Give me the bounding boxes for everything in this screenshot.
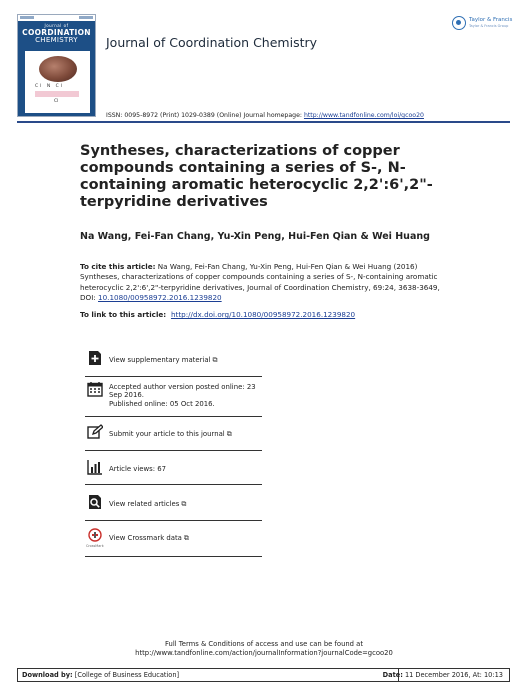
citation-block — [80, 262, 450, 304]
publisher-logo — [452, 15, 512, 35]
search-icon — [87, 494, 103, 510]
article-permalink[interactable]: http://dx.doi.org/10.1080/00958972.2016.1239820 — [170, 310, 356, 319]
related-articles-item[interactable] — [85, 485, 262, 521]
edit-icon — [87, 424, 103, 440]
article-authors: Na Wang, Fei-Fan Chang, Yu-Xin Peng, Hui-Fen Qian & Wei Huang — [80, 231, 430, 242]
submit-article-label[interactable]: Submit your article to this journal ⧉ — [109, 430, 232, 438]
download-bar — [17, 668, 510, 682]
cover-title-line1: Journal of — [44, 23, 69, 28]
doi-link[interactable]: 10.1080/00958972.2016.1239820 — [98, 293, 222, 303]
external-link-icon: ⧉ — [226, 430, 232, 438]
crossmark-icon — [87, 528, 103, 544]
link-label: To link to this article: — [80, 310, 169, 319]
journal-cover — [17, 14, 96, 117]
terms-line1: Full Terms & Conditions of access and use can be found at — [165, 640, 363, 648]
cover-image — [25, 51, 90, 113]
cover-molecule-labels: Cl N Cl — [35, 84, 65, 89]
article-title: Syntheses, characterizations of copper compounds containing a series of S-, N-containing aromatic heterocyclic 2,2':6',2"-terpyridine derivatives — [80, 143, 433, 210]
publication-dates-item — [85, 377, 262, 417]
download-by: Download by: [College of Business Education] — [22, 671, 180, 679]
supplementary-plus-icon — [87, 350, 103, 366]
cover-molecule-label2: Cl — [54, 99, 59, 104]
accepted-date: Accepted author version posted online: 23 Sep 2016. — [109, 383, 256, 400]
external-link-icon: ⧉ — [181, 500, 187, 508]
crossmark-label: CrossMark — [86, 544, 104, 548]
article-views-item — [85, 451, 262, 485]
supplementary-label[interactable]: View supplementary material ⧉ — [109, 356, 218, 364]
issn-text: ISSN: 0095-8972 (Print) 1029-0389 (Online) Journal homepage: — [106, 112, 304, 119]
download-date: Date: 11 December 2016, At: 10:13 — [382, 671, 503, 679]
related-articles-label[interactable]: View related articles ⧉ — [109, 500, 187, 508]
taylor-francis-logo-icon — [452, 16, 466, 30]
external-link-icon: ⧉ — [183, 534, 189, 542]
cover-molecule-band — [35, 91, 79, 97]
article-views-label: Article views: 67 — [109, 465, 167, 473]
terms-url[interactable]: http://www.tandfonline.com/action/journalInformation?journalCode=gcoo20 — [135, 649, 393, 658]
article-info-list — [85, 343, 262, 557]
header-divider — [17, 121, 510, 123]
crossmark-item[interactable] — [85, 521, 262, 557]
cover-title-line2: COORDINATION — [22, 28, 91, 37]
published-date: Published online: 05 Oct 2016. — [109, 400, 215, 408]
issn-line — [106, 112, 424, 119]
journal-homepage-link[interactable]: http://www.tandfonline.com/loi/gcoo20 — [303, 112, 424, 119]
external-link-icon: ⧉ — [212, 356, 218, 364]
calendar-icon — [87, 381, 103, 397]
publisher-name: Taylor & Francis — [469, 17, 513, 23]
publisher-subname: Taylor & Francis Group — [469, 24, 509, 28]
cover-title-line3: CHEMISTRY — [35, 36, 78, 44]
cover-crystal-image — [39, 56, 77, 82]
link-line — [80, 310, 355, 319]
cover-top-band — [18, 15, 95, 21]
cite-text: Na Wang, Fei-Fan Chang, Yu-Xin Peng, Hui-Fen Qian & Wei Huang (2016) Syntheses, characterizations of copper compounds containing a series of S-, N-containing aromatic heterocyclic 2,2':6',2"-terpyridine derivatives, Journal of Coordination Chemistry, 69:24, 3638-3649, DOI: — [80, 262, 440, 303]
bar-chart-icon — [87, 459, 103, 475]
cite-label: To cite this article: — [80, 262, 156, 271]
supplementary-material-item[interactable] — [85, 343, 262, 377]
submit-article-item[interactable] — [85, 417, 262, 451]
journal-title[interactable]: Journal of Coordination Chemistry — [106, 35, 318, 50]
terms-footer — [0, 640, 528, 659]
crossmark-data-label[interactable]: View Crossmark data ⧉ — [109, 534, 189, 542]
